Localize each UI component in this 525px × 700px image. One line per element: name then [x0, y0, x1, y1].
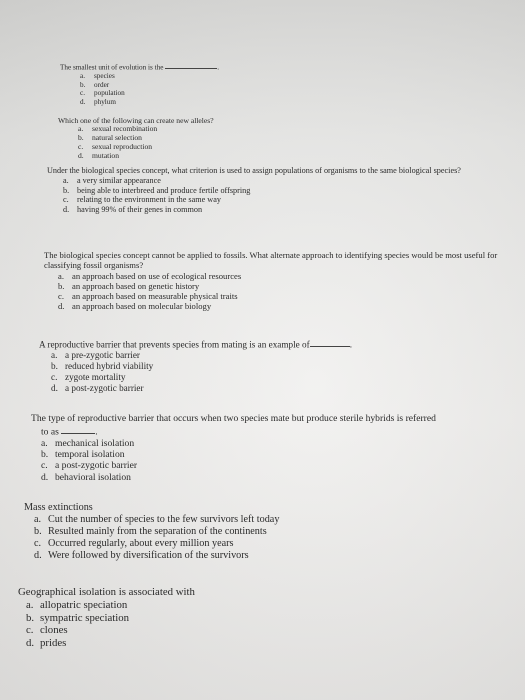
option-c: c. population	[80, 89, 125, 98]
question-5	[39, 338, 509, 394]
option-a: a. an approach based on use of ecological resources	[58, 270, 242, 281]
option-c: c. Occurred regularly, about every million years	[34, 538, 234, 550]
option-a: a. Cut the number of species to the few survivors left today	[34, 514, 280, 526]
question-2	[58, 116, 478, 161]
question-7	[24, 502, 514, 562]
option-b: b. being able to interbreed and produce fertile offspring	[63, 185, 251, 195]
question-stem: Mass extinctions	[24, 502, 93, 513]
option-c: c. relating to the environment in the same way	[63, 195, 221, 205]
option-b: b. natural selection	[78, 133, 142, 143]
question-stem: Geographical isolation is associated with	[18, 586, 195, 598]
option-d: d. having 99% of their genes in common	[63, 204, 203, 214]
option-d: d. behavioral isolation	[41, 471, 131, 483]
question-3	[47, 166, 487, 215]
option-c: c. a post-zygotic barrier	[41, 460, 138, 472]
question-stem: Under the biological species concept, what criterion is used to assign populations of organisms to the same biological species?	[47, 166, 461, 175]
question-8	[18, 586, 508, 650]
option-c: c. zygote mortality	[51, 372, 126, 383]
option-c: c. an approach based on measurable physical traits	[58, 290, 238, 301]
answer-blank	[310, 338, 350, 347]
answer-blank	[61, 425, 95, 435]
option-b: b. an approach based on genetic history	[58, 280, 200, 291]
option-c: c. clones	[26, 624, 68, 637]
option-d: d. a post-zygotic barrier	[51, 382, 144, 393]
option-a: a. species	[80, 72, 115, 81]
option-a: a. sexual recombination	[78, 124, 158, 134]
option-b: b. sympatric speciation	[26, 611, 130, 624]
question-stem-continued: to as .	[41, 426, 98, 438]
option-a: a. a very similar appearance	[63, 175, 161, 185]
question-1	[60, 62, 480, 106]
option-c: c. sexual reproduction	[78, 142, 153, 152]
question-stem: The smallest unit of evolution is the .	[60, 63, 219, 72]
question-stem: The biological species concept cannot be applied to fossils. What alternate approach to identifying species would be most useful for classifying fossil organisms?	[44, 250, 498, 271]
option-d: d. Were followed by diversification of the survivors	[34, 550, 249, 562]
option-d: d. prides	[26, 637, 67, 650]
question-stem: A reproductive barrier that prevents species from mating is an example of .	[39, 339, 352, 350]
option-a: a. mechanical isolation	[41, 437, 135, 449]
option-d: d. an approach based on molecular biology	[58, 301, 212, 312]
question-4	[44, 250, 504, 311]
answer-blank	[165, 62, 217, 69]
option-b: b. Resulted mainly from the separation of the continents	[34, 526, 267, 538]
option-a: a. a pre-zygotic barrier	[51, 350, 140, 361]
option-d: d. mutation	[78, 150, 119, 160]
option-b: b. reduced hybrid viability	[51, 361, 154, 372]
question-6	[31, 413, 516, 483]
question-stem: The type of reproductive barrier that occurs when two species mate but produce sterile hybrids is referred	[31, 413, 436, 424]
option-b: b. order	[80, 80, 110, 89]
question-stem: Which one of the following can create new alleles?	[58, 116, 214, 125]
option-a: a. allopatric speciation	[26, 598, 128, 611]
option-b: b. temporal isolation	[41, 448, 125, 460]
option-d: d. phylum	[80, 97, 116, 106]
